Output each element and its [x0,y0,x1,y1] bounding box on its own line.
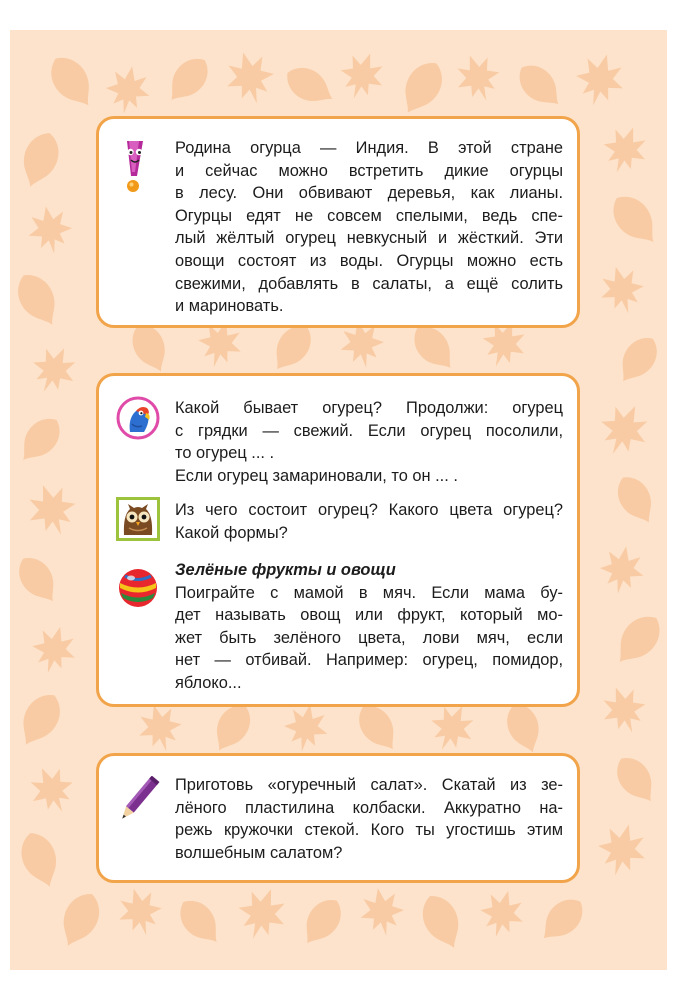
text-line: Если огурец замариновали, то он ... . [175,466,458,485]
text-line: овощи состоят из воды. Огурцы можно есть [175,251,563,270]
text-line: дет называть овощ или фрукт, который мо- [175,606,563,625]
text-line: лёного пластилина колбаски. Аккуратно на- [175,798,563,817]
text-line: Какой бывает огурец? Продолжи: огурец [175,399,563,417]
text-line: режь кружочки стекой. Кого ты угостишь этим [175,821,563,840]
activity-text [175,774,563,864]
text-line: Родина огурца — Индия. В этой стране [175,139,563,157]
fact-text [175,137,563,318]
ball-icon [116,566,160,610]
text-line: жет быть зелёного цвета, лови мяч, если [175,628,563,647]
parrot-icon [116,396,160,440]
game-text [175,559,563,695]
text-line: и сейчас можно встретить дикие огурцы [175,161,563,180]
pencil-icon [114,776,160,826]
text-line: то огурец ... . [175,444,275,463]
text-line: яблоко... [175,673,242,692]
exclamation-icon [118,138,152,194]
question1-text [175,397,563,487]
text-line: Какой формы? [175,523,288,542]
text-line: Поиграйте с мамой в мяч. Если мама бу- [175,583,563,602]
text-line: с грядки — свежий. Если огурец посолили, [175,421,563,440]
question2-text [175,499,563,544]
text-line: Приготовь «огуречный салат». Скатай из зе- [175,776,563,794]
text-line: лый жёлтый огурец невкусный и жёсткий. Эти [175,229,563,248]
text-line: нет — отбивай. Например: огурец, помидор, [175,651,563,670]
game-title: Зелёные фрукты и овощи [175,561,396,579]
text-line: в лесу. Они обвивают деревья, как лианы. [175,184,563,203]
text-line: волшебным салатом? [175,843,343,862]
text-line: Из чего состоит огурец? Какого цвета огурец? [175,501,563,519]
text-line: и мариновать. [175,297,284,316]
owl-icon [116,497,160,541]
text-line: свежими, добавлять в салаты, а ещё солить [175,274,563,293]
text-line: Огурцы едят не совсем спелыми, ведь спе- [175,206,563,225]
